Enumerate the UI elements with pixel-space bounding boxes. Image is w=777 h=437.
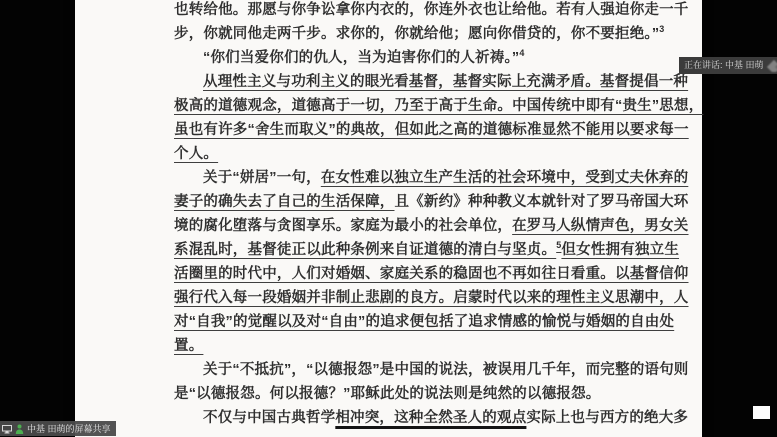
speaker-avatar-blur bbox=[767, 59, 777, 72]
text-segment: “你们当爱你们的仇人，当为迫害你们的人祈祷。” bbox=[203, 50, 520, 66]
document-line bbox=[174, 286, 688, 310]
text-segment: 虽也有许多“舍生而取义”的典故，但如此之高的道德标准显然不能用以要求每一 bbox=[174, 122, 689, 138]
document-line bbox=[174, 166, 688, 190]
document-line bbox=[174, 310, 688, 334]
document-line bbox=[174, 358, 688, 382]
document-line bbox=[174, 262, 688, 286]
footnote-ref: 3 bbox=[659, 24, 665, 35]
text-segment: 实际上也与西方的绝大多 bbox=[526, 410, 689, 426]
text-segment: 但女性拥有独立生 bbox=[561, 242, 680, 258]
text-segment: 活圈里的时代中，人们对婚姻、家庭关系的稳固也不再如往日看重。以基督信仰 bbox=[174, 266, 689, 282]
document-line bbox=[174, 142, 688, 166]
text-segment: 在罗马人纵情声色，男女关 bbox=[512, 218, 689, 234]
document-line bbox=[174, 46, 688, 70]
text-segment: 个人。 bbox=[174, 146, 219, 162]
text-segment: 且《新约》种种教义本就针对了罗马帝国大环 bbox=[394, 194, 689, 210]
text-segment: 置。 bbox=[174, 338, 204, 354]
document-line bbox=[174, 94, 704, 118]
text-segment: 强行代入每一段婚姻并非制止悲剧的良方。启蒙时代以来的理性主义思潮中，人 bbox=[174, 290, 689, 306]
text-segment: 极高的道德观念，道德高于一切，乃至于高于生命。中国传统中即有“贵生”思想， bbox=[174, 98, 704, 114]
text-segment: 对“自我”的觉醒以及对“自由”的追求便包括了追求情感的愉悦与婚姻的自由处 bbox=[174, 314, 675, 330]
document-line bbox=[174, 118, 688, 142]
document-line bbox=[174, 238, 688, 262]
speaking-indicator bbox=[679, 57, 777, 74]
footnote-ref: 4 bbox=[519, 48, 525, 59]
document-line bbox=[174, 406, 688, 430]
text-segment: 境的腐化堕落与贪图享乐。家庭为最小的社会单位， bbox=[174, 218, 513, 234]
document-line bbox=[174, 70, 688, 94]
document-line bbox=[174, 22, 688, 46]
text-segment: 从理性主义与功利主义的眼光看基督，基督实际上充满矛盾。基督提倡一种 bbox=[203, 74, 689, 90]
document-line bbox=[174, 214, 688, 238]
text-segment: 在女性难以独立生产生活的社会环境中，受到丈夫休弃的 bbox=[320, 170, 689, 186]
text-segment: 也转给他。那愿与你争讼拿你内衣的，你连外衣也让给他。若有人强迫你走一千 bbox=[174, 2, 689, 18]
text-segment: 步，你就同他走两千步。求你的，你就给他；愿向你借贷的，你不要拒绝。” bbox=[174, 26, 660, 42]
document-line bbox=[174, 0, 688, 22]
document-lines bbox=[174, 0, 704, 430]
text-segment: 关于“不抵抗”，“以德报怨”是中国的说法，被误用几千年，而完整的语句则 bbox=[203, 362, 689, 378]
text-segment: 不仅与中国古典哲学 bbox=[203, 410, 336, 426]
screen-share-banner-label: 中基 田萌的屏幕共享 bbox=[27, 424, 111, 434]
footnote-ref: 5 bbox=[556, 240, 562, 251]
text-segment: 是“以德报怨。何以报德？”耶稣此处的说法则是纯然的以德报怨。 bbox=[174, 386, 601, 402]
text-segment: 相冲突，这种全然圣人的观点 bbox=[335, 410, 527, 426]
text-segment: 系混乱时，基督徒正以此种条例来自证道德的清白与坚贞。 bbox=[174, 242, 557, 258]
text-segment: 关于“姘居”一句， bbox=[203, 170, 321, 186]
text-segment: 妻子的确失去了自己的生活保障， bbox=[174, 194, 395, 210]
document-line bbox=[174, 382, 688, 406]
speaking-indicator-label: 正在讲话: 中基 田萌 bbox=[684, 60, 764, 70]
screen-share-banner bbox=[0, 421, 116, 436]
bottom-right-white-patch bbox=[753, 406, 770, 419]
document-line bbox=[174, 190, 688, 214]
presenter-audio-icon bbox=[15, 424, 24, 434]
document-line bbox=[174, 334, 688, 358]
document-page bbox=[75, 0, 702, 437]
screen-share-icon bbox=[2, 424, 12, 434]
